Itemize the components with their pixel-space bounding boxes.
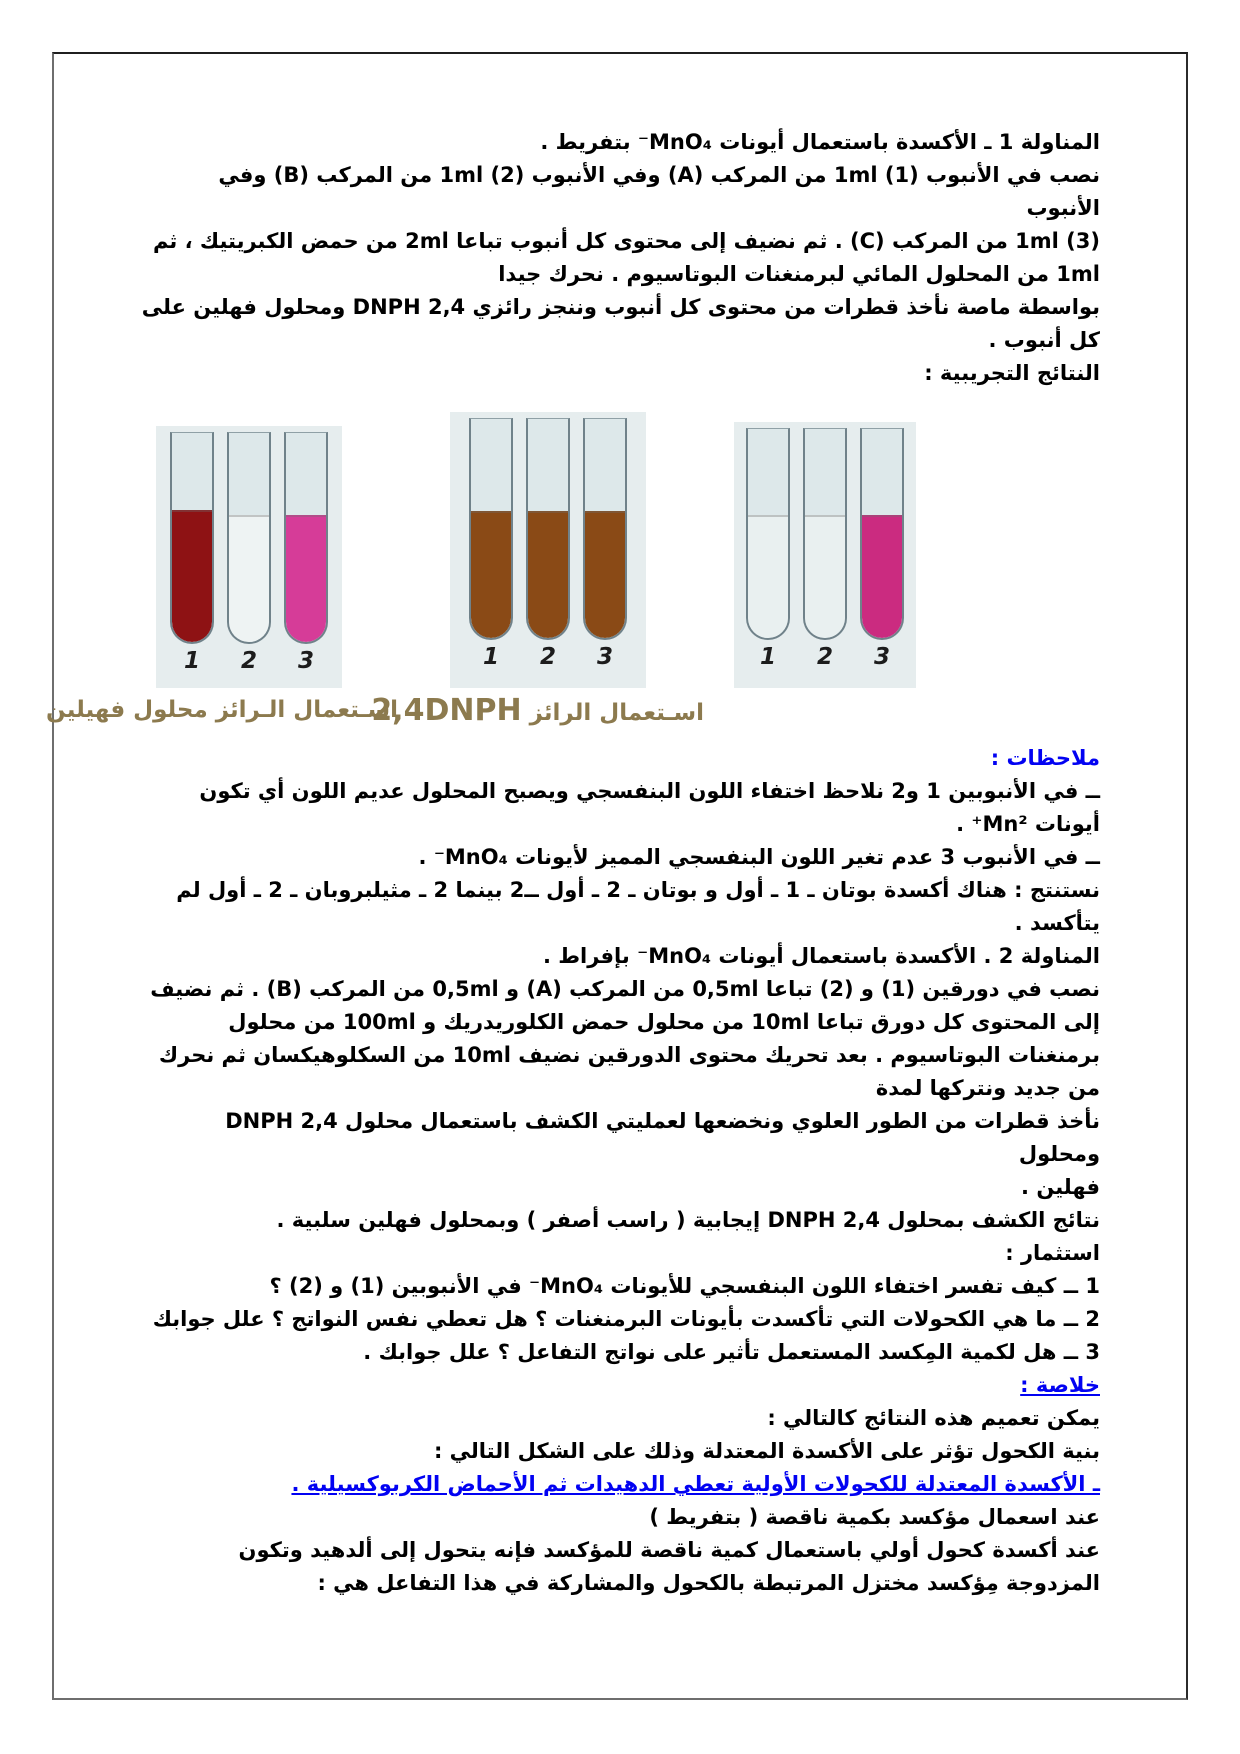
figure-permanganate-result [734,422,916,688]
tube-liquid [805,515,845,638]
test-tube [583,418,627,640]
figure-captions-row [46,688,1100,742]
tube-liquid [286,515,326,642]
text-line: نتائج الكشف بمحلول 2,4 DNPH إيجابية ( راسب أصفر ) وبمحلول فهلين سلبية . [276,1208,1100,1232]
tube-column [860,428,904,669]
notes-heading: ملاحظات : [990,746,1100,770]
tube-column [746,428,790,669]
question-line: 3 ــ هل لكمية المِكسد المستعمل تأثير على نواتج التفاعل ؟ علل جوابك . [363,1340,1100,1364]
tube-column [526,418,570,669]
tube-label: 1 [759,644,776,670]
text-line: نصب في الأنبوب (1) 1ml من المركب (A) وفي الأنبوب (2) 1ml من المركب (B) وفي الأنبوب [218,163,1100,220]
test-tube [526,418,570,640]
tube-column [803,428,847,669]
text-line: بواسطة ماصة نأخذ قطرات من محتوى كل أنبوب وننجز رائزي 2,4 DNPH ومحلول فهلين على [141,295,1100,319]
text-line: (3) 1ml من المركب (C) . ثم نضيف إلى محتوى كل أنبوب تباعا 2ml من حمض الكبريتيك ، ثم [152,229,1100,253]
tube-column [469,418,513,669]
text-line: عند اسعمال مؤكسد بكمية ناقصة ( بتفريط ) [649,1505,1100,1529]
conclusion-highlight: ـ الأكسدة المعتدلة للكحولات الأولية تعطي الدهيدات ثم الأحماض الكربوكسيلية . [291,1472,1100,1496]
text-line: عند أكسدة كحول أولي باستعمال كمية ناقصة للمؤكسد فإنه يتحول إلى ألدهيد وتكون [238,1538,1100,1562]
caption-dnph [371,693,704,730]
text-line: 1ml من المحلول المائي لبرمنغنات البوتاسيوم . نحرك جيدا [498,262,1100,286]
text-line: من جديد ونتركها لمدة [875,1076,1100,1100]
text-line: نستنتج : هناك أكسدة بوتان ـ 1 ـ أول و بوتان ـ 2 ـ أول ــ2 بينما 2 ـ مثيلبروبان ـ 2 ـ أول لم [176,878,1100,902]
section-conclusion [140,1369,1100,1600]
test-tube [170,432,214,644]
text-line: نصب في دورقين (1) و (2) تباعا 0,5ml من المركب (A) و 0,5ml من المركب (B) . ثم نضيف [150,977,1100,1001]
tube-label: 3 [873,644,890,670]
caption-dnph-latin: 2,4DNPH [371,693,522,728]
test-tube-figures-row [140,412,1100,688]
text-line: برمنغنات البوتاسيوم . بعد تحريك محتوى الدورقين نضيف 10ml من السكلوهيكسان ثم نحرك [158,1043,1100,1067]
photo-panel [156,426,342,688]
tube-label: 1 [183,648,200,674]
text-line: أيونات Mn²⁺ . [956,812,1100,836]
photo-panel [734,422,916,688]
photo-panel [450,412,646,688]
tube-label: 2 [816,644,833,670]
page-content [46,126,1100,1600]
test-tube [860,428,904,640]
figure-dnph-test [450,412,646,688]
experimental-results-label: النتائج التجريبية : [924,361,1100,385]
section-exploitation [140,1237,1100,1369]
tube-liquid [862,515,902,638]
tube-liquid [229,515,269,642]
tube-liquid [748,515,788,638]
text-line: يمكن تعميم هذه النتائج كالتالي : [767,1406,1100,1430]
tube-liquid [471,511,511,638]
test-tube [469,418,513,640]
tube-liquid [585,511,625,638]
conclusion-heading: خلاصة : [1020,1373,1100,1397]
caption-fehling: اسـتعمال الـرائز محلول فهيلين [46,697,398,723]
section-manipulation-1 [140,126,1100,390]
tube-label: 3 [596,644,613,670]
question-line: 2 ــ ما هي الكحولات التي تأكسدت بأيونات البرمنغنات ؟ هل تعطي نفس النواتج ؟ علل جوابك [152,1307,1100,1331]
tube-column [583,418,627,669]
tube-column [284,432,328,673]
tube-column [227,432,271,673]
text-line: فهلين . [1021,1175,1100,1199]
text-line: بنية الكحول تؤثر على الأكسدة المعتدلة وذلك على الشكل التالي : [433,1439,1100,1463]
text-line: ــ في الأنبوب 3 عدم تغير اللون البنفسجي المميز لأيونات MnO₄⁻ . [418,845,1100,869]
text-line: ــ في الأنبوبين 1 و2 نلاحظ اختفاء اللون البنفسجي ويصبح المحلول عديم اللون أي تكون [199,779,1100,803]
text-line: المزدوجة مِؤكسد مختزل المرتبطة بالكحول والمشاركة في هذا التفاعل هي : [317,1571,1100,1595]
text-line: إلى المحتوى كل دورق تباعا 10ml من محلول حمض الكلوريدريك و 100ml من محلول [228,1010,1100,1034]
tube-label: 3 [297,648,314,674]
text-line: المناولة 1 ـ الأكسدة باستعمال أيونات MnO₄⁻ بتفريط . [540,130,1100,154]
test-tube [746,428,790,640]
tube-liquid [172,510,212,642]
tube-column [170,432,214,673]
test-tube [227,432,271,644]
question-line: 1 ــ كيف تفسر اختفاء اللون البنفسجي للأيونات MnO₄⁻ في الأنبوبين (1) و (2) ؟ [269,1274,1100,1298]
test-tube [284,432,328,644]
text-line: نأخذ قطرات من الطور العلوي ونخضعها لعمليتي الكشف باستعمال محلول 2,4 DNPH ومحلول [225,1109,1100,1166]
tube-label: 2 [539,644,556,670]
text-line: يتأكسد . [1014,911,1100,935]
test-tube [803,428,847,640]
exploitation-heading: استثمار : [1005,1241,1100,1265]
figure-fehling-test [156,426,342,688]
tube-label: 1 [482,644,499,670]
text-line: المناولة 2 . الأكسدة باستعمال أيونات MnO₄⁻ بإفراط . [542,944,1100,968]
tube-liquid [528,511,568,638]
section-manipulation-2 [140,940,1100,1237]
caption-dnph-arabic: اسـتعمال الرائز [529,700,704,726]
text-line: كل أنبوب . [988,328,1100,352]
section-notes [140,742,1100,940]
tube-label: 2 [240,648,257,674]
